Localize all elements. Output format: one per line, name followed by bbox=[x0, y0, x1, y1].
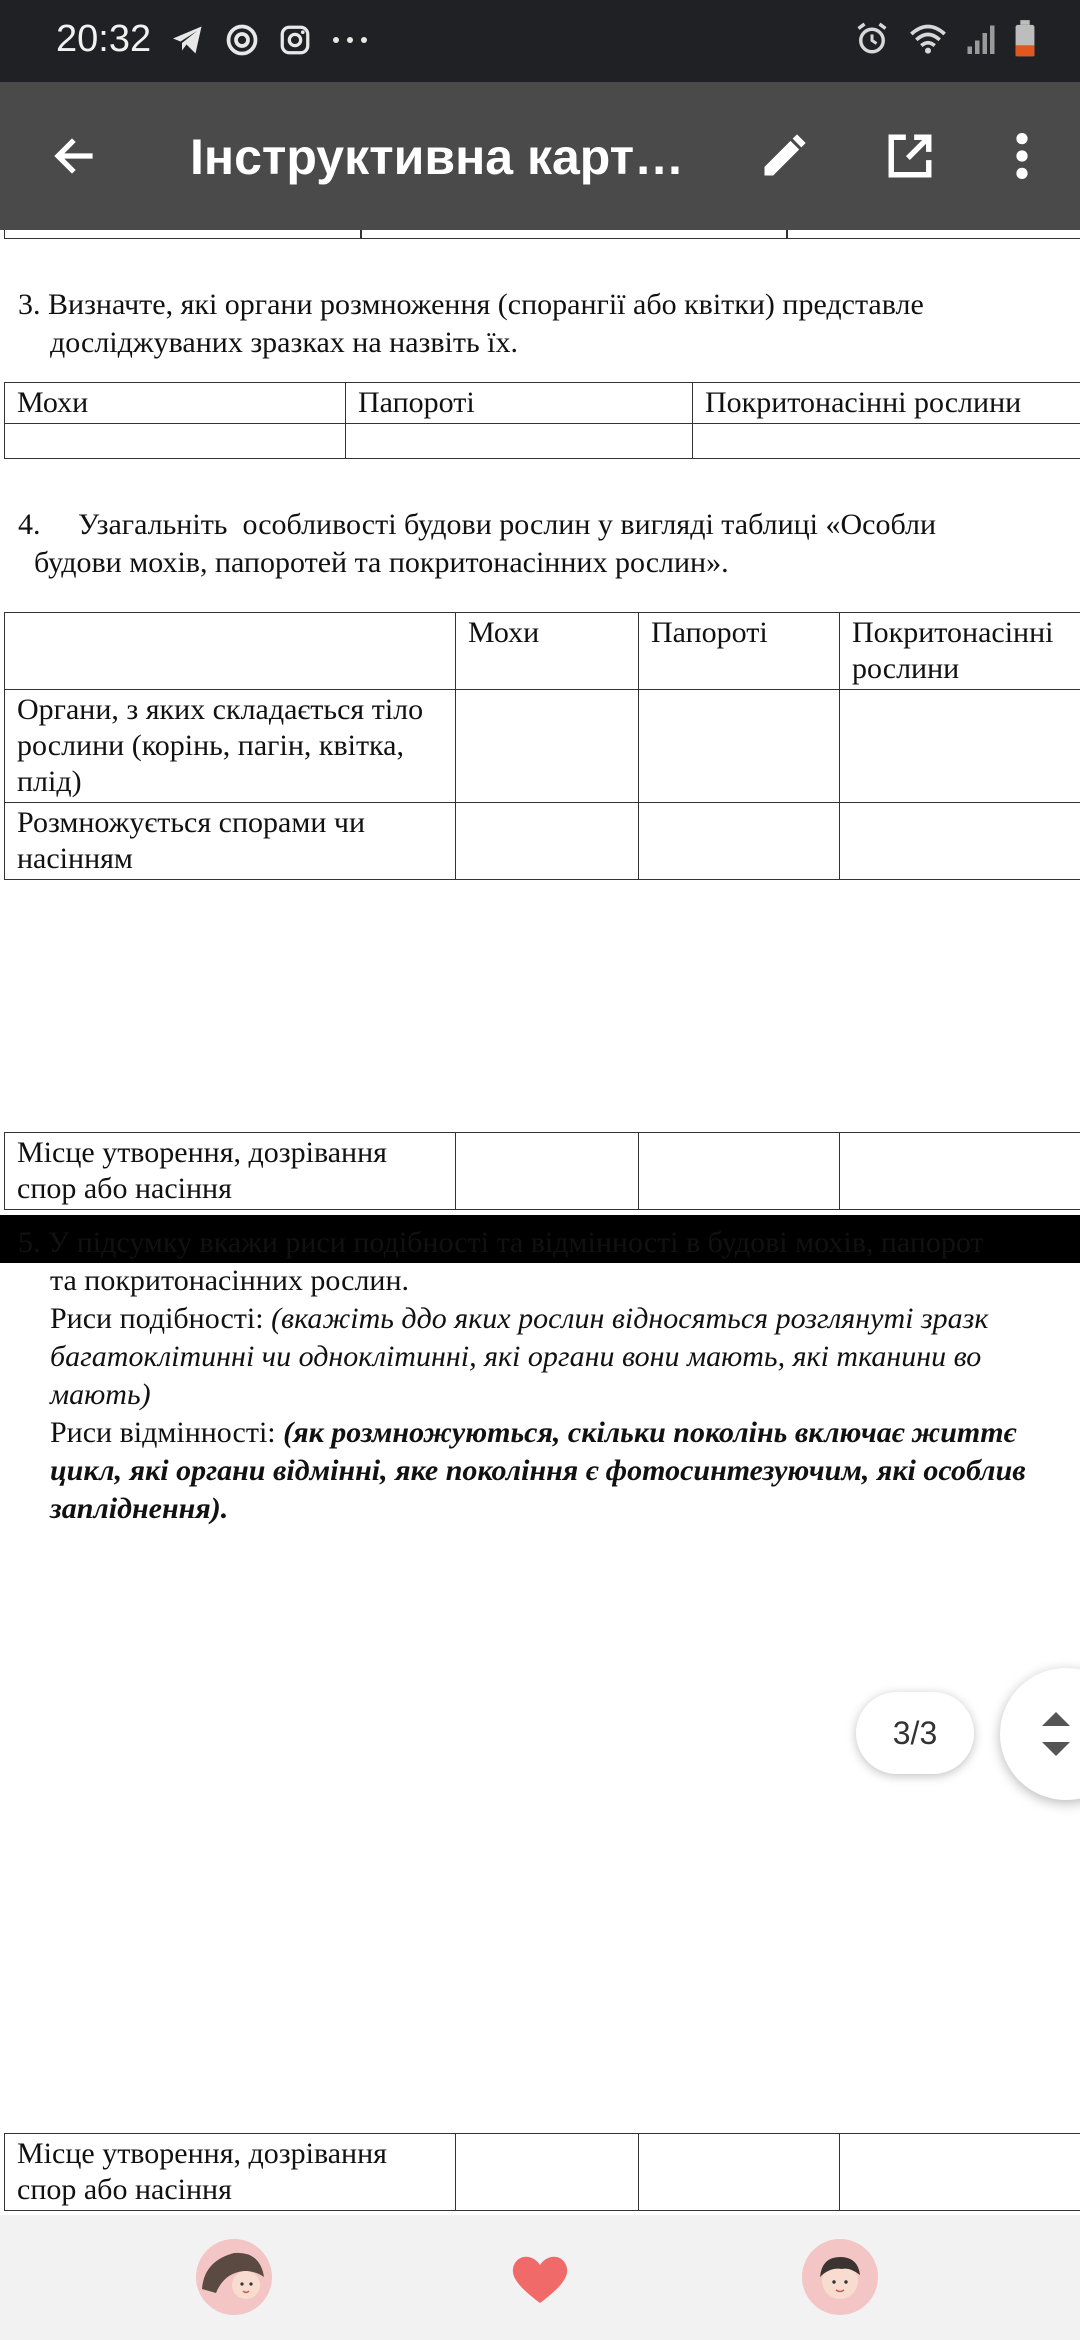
question-3-table bbox=[4, 382, 1080, 459]
girl-avatar-icon bbox=[194, 2237, 274, 2317]
table-cell bbox=[840, 1133, 1080, 1210]
girl-avatar-button[interactable] bbox=[194, 2237, 274, 2317]
similarities-hint: (вкажіть ддо яких рослин відносяться розглянуті зразк bbox=[271, 1302, 989, 1335]
question-5-line-2: та покритонасінних рослин. bbox=[50, 1264, 410, 1297]
table-row-label: Розмножується спорами чи насінням bbox=[5, 803, 456, 880]
table-cell bbox=[840, 2134, 1080, 2211]
differences-line-3: запліднення). bbox=[50, 1492, 229, 1525]
table-row-label: Місце утворення, дозрівання спор або насіння bbox=[5, 1133, 456, 1210]
boy-avatar-icon bbox=[800, 2237, 880, 2317]
continuation-region bbox=[0, 1132, 1080, 1212]
question-5-line-1: 5. У підсумку вкажи риси подібності та відмінності в будові мохів, папорот bbox=[18, 1226, 984, 1259]
battery-icon bbox=[1014, 20, 1036, 58]
question-5-block bbox=[0, 1220, 1080, 1620]
scroll-arrows-icon bbox=[1036, 1704, 1076, 1764]
table-header-row bbox=[5, 383, 1080, 424]
table-cell bbox=[456, 2134, 639, 2211]
heart-icon bbox=[500, 2237, 580, 2317]
table-row bbox=[5, 803, 1080, 880]
back-arrow-icon bbox=[50, 132, 98, 180]
table-cell bbox=[840, 690, 1080, 803]
overflow-menu-button[interactable] bbox=[982, 116, 1062, 196]
table-divider bbox=[360, 230, 362, 238]
status-bar bbox=[0, 0, 1080, 82]
table-header-cell: Папороті bbox=[639, 613, 840, 690]
table-header-cell: Покритонасінні рослини bbox=[693, 383, 1080, 424]
table-row-label: Органи, з яких складається тіло рослини (корінь, пагін, квітка, плід) bbox=[5, 690, 456, 803]
open-external-icon bbox=[885, 131, 935, 181]
differences-hint: (як розмножуються, скільки поколінь включає життє bbox=[283, 1416, 1017, 1449]
edit-icon bbox=[758, 130, 810, 182]
question-3-line-2: досліджуваних зразках на назвіть їх. bbox=[50, 326, 518, 359]
question-4-table-continued bbox=[4, 2133, 1080, 2211]
more-dots-icon bbox=[330, 30, 370, 50]
table-header-row bbox=[5, 613, 1080, 690]
differences-line-1 bbox=[50, 1414, 1016, 1452]
overflow-menu-icon bbox=[1012, 130, 1032, 182]
page-indicator: 3/3 bbox=[856, 1692, 974, 1774]
page-top-margin bbox=[0, 1033, 1080, 1132]
table-row bbox=[5, 1133, 1080, 1210]
table-cell bbox=[5, 424, 346, 459]
similarities-line-3: мають) bbox=[50, 1378, 151, 1411]
table-divider bbox=[786, 230, 788, 238]
open-external-button[interactable] bbox=[870, 116, 950, 196]
similarities-label: Риси подібності: bbox=[50, 1302, 272, 1335]
wifi-icon bbox=[908, 21, 948, 57]
system-icons bbox=[854, 20, 1036, 58]
table-cell bbox=[639, 690, 840, 803]
app-bar bbox=[0, 82, 1080, 230]
sync-icon bbox=[224, 22, 260, 58]
question-4-line-2: будови мохів, папоротей та покритонасінних рослин». bbox=[34, 546, 729, 579]
table-cell bbox=[456, 803, 639, 880]
table-header-cell: Мохи bbox=[456, 613, 639, 690]
boy-avatar-button[interactable] bbox=[800, 2237, 880, 2317]
edit-button[interactable] bbox=[744, 116, 824, 196]
favorite-button[interactable] bbox=[500, 2237, 580, 2317]
table-cell bbox=[693, 424, 1080, 459]
instagram-icon bbox=[278, 23, 312, 57]
document-title: Інструктивна карт… bbox=[190, 129, 685, 185]
table-header-cell: Папороті bbox=[346, 383, 693, 424]
table-cell bbox=[346, 424, 693, 459]
question-4-table-row-3 bbox=[4, 1132, 1080, 1210]
table-cell bbox=[639, 803, 840, 880]
question-4-table bbox=[4, 612, 1080, 880]
back-button[interactable] bbox=[34, 116, 114, 196]
table-header-cell: Покритонасінні рослини bbox=[840, 613, 1080, 690]
table-row bbox=[5, 424, 1080, 459]
table-row-label: Місце утворення, дозрівання спор або насіння bbox=[5, 2134, 456, 2211]
question-3-line-1: 3. Визначте, які органи розмноження (спорангії або квітки) представле bbox=[18, 288, 924, 321]
similarities-line-2: багатоклітинні чи одноклітинні, які органи вони мають, які тканини во bbox=[50, 1340, 982, 1373]
differences-label: Риси відмінності: bbox=[50, 1416, 284, 1449]
table-header-cell: Мохи bbox=[5, 383, 346, 424]
table-cell bbox=[639, 1133, 840, 1210]
telegram-icon bbox=[170, 22, 206, 58]
previous-table-remnant bbox=[4, 230, 1080, 239]
table-cell bbox=[456, 690, 639, 803]
table-row bbox=[5, 690, 1080, 803]
table-cell bbox=[840, 803, 1080, 880]
table-cell bbox=[456, 1133, 639, 1210]
differences-line-2: цикл, які органи відмінні, яке покоління є фотосинтезуючим, які особлив bbox=[50, 1454, 1026, 1487]
bottom-nav bbox=[0, 2215, 1080, 2340]
table-cell bbox=[639, 2134, 840, 2211]
status-time: 20:32 bbox=[56, 18, 152, 60]
signal-icon bbox=[966, 21, 996, 57]
alarm-icon bbox=[854, 21, 890, 57]
table-row bbox=[5, 2134, 1080, 2211]
notification-icons bbox=[170, 22, 370, 58]
table-header-cell bbox=[5, 613, 456, 690]
question-4-line-1: 4. Узагальніть особливості будови рослин у вигляді таблиці «Особли bbox=[18, 508, 937, 541]
similarities-line-1 bbox=[50, 1300, 988, 1338]
